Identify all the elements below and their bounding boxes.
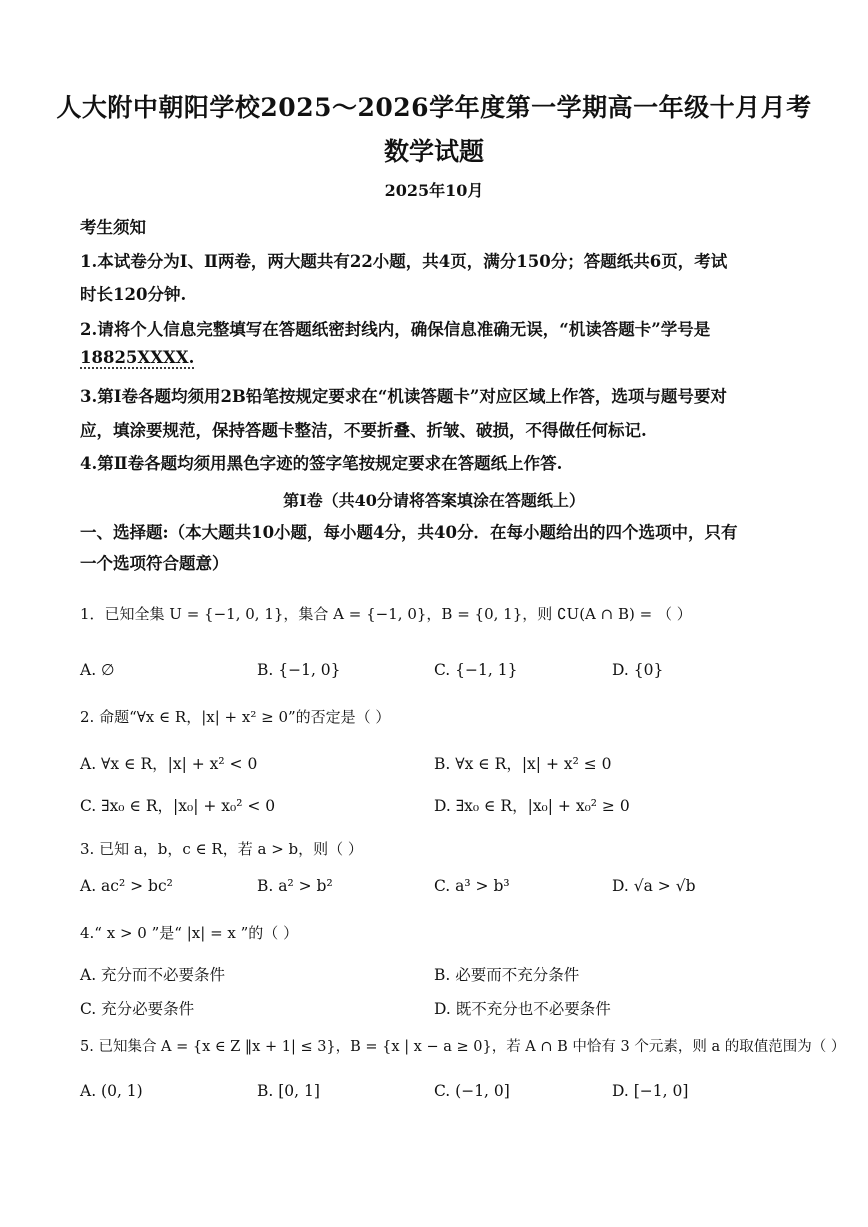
exam-subject-title: 数学试题 — [383, 137, 484, 166]
question-3-option-c: C. a³ > b³ — [434, 877, 510, 895]
question-4-option-d: D. 既不充分也不必要条件 — [434, 1000, 611, 1018]
question-1-option-a: A. ∅ — [80, 661, 115, 679]
notice-item-2-line-2: 18825XXXX. — [80, 348, 195, 367]
question-2-option-b: B. ∀x ∈ R，|x| + x² ≤ 0 — [434, 755, 612, 773]
question-2-option-a: A. ∀x ∈ R，|x| + x² < 0 — [80, 755, 258, 773]
question-2-option-c: C. ∃x₀ ∈ R，|x₀| + x₀² < 0 — [80, 797, 276, 815]
question-3-option-b: B. a² > b² — [257, 877, 333, 895]
question-4-stem: 4.“ x > 0 ”是“ |x| = x ”的（ ） — [80, 924, 299, 942]
question-4-option-b: B. 必要而不充分条件 — [434, 966, 580, 984]
question-5-stem: 5. 已知集合 A = {x ∈ Z ‖x + 1| ≤ 3}，B = {x | x − a ≥ 0}，若 A ∩ B 中恰有 3 个元素，则 a 的取值范围为（ ） — [80, 1039, 846, 1055]
question-3-option-d: D. √a > √b — [612, 877, 696, 895]
volume-title: 第Ⅰ卷（共40分请将答案填涂在答题纸上） — [283, 491, 585, 510]
question-2-stem: 2. 命题“∀x ∈ R，|x| + x² ≥ 0”的否定是（ ） — [80, 708, 391, 726]
notice-heading: 考生须知 — [80, 218, 146, 237]
question-5-option-b: B. [0, 1] — [257, 1082, 320, 1100]
exam-date: 2025年10月 — [384, 181, 484, 200]
question-4-option-a: A. 充分而不必要条件 — [80, 966, 226, 984]
question-1-option-d: D. {0} — [612, 661, 664, 679]
notice-item-4: 4.第Ⅱ卷各题均须用黑色字迹的签字笔按规定要求在答题纸上作答. — [80, 454, 563, 473]
question-4-option-c: C. 充分必要条件 — [80, 1000, 195, 1018]
question-3-option-a: A. ac² > bc² — [80, 877, 173, 895]
notice-item-3-line-1: 3.第Ⅰ卷各题均须用2B铅笔按规定要求在“机读答题卡”对应区域上作答，选项与题号要对 — [80, 387, 727, 406]
part-heading-line-2: 一个选项符合题意） — [80, 554, 229, 573]
question-2-option-d: D. ∃x₀ ∈ R，|x₀| + x₀² ≥ 0 — [434, 797, 630, 815]
exam-title: 人大附中朝阳学校2025～2026学年度第一学期高一年级十月月考 — [56, 93, 812, 122]
question-1-stem: 1．已知全集 U = {−1, 0, 1}，集合 A = {−1, 0}，B = {0, 1}，则 ∁U(A ∩ B) = （ ） — [80, 605, 692, 623]
notice-item-1-line-1: 1.本试卷分为Ⅰ、Ⅱ两卷，两大题共有22小题，共4页，满分150分；答题纸共6页，考试 — [80, 252, 728, 271]
notice-item-3-line-2: 应，填涂要规范，保持答题卡整洁，不要折叠、折皱、破损，不得做任何标记. — [80, 421, 647, 440]
notice-item-1-line-2: 时长120分钟. — [80, 285, 187, 304]
question-5-option-d: D. [−1, 0] — [612, 1082, 689, 1100]
question-1-option-b: B. {−1, 0} — [257, 661, 341, 679]
notice-item-2-line-1: 2.请将个人信息完整填写在答题纸密封线内，确保信息准确无误，“机读答题卡”学号是 — [80, 320, 711, 339]
question-5-option-c: C. (−1, 0] — [434, 1082, 510, 1100]
part-heading-line-1: 一、选择题:（本大题共10小题，每小题4分，共40分．在每小题给出的四个选项中，只有 — [80, 523, 738, 542]
question-1-option-c: C. {−1, 1} — [434, 661, 518, 679]
question-5-option-a: A. (0, 1) — [80, 1082, 143, 1100]
question-3-stem: 3. 已知 a，b，c ∈ R，若 a > b，则（ ） — [80, 840, 363, 858]
